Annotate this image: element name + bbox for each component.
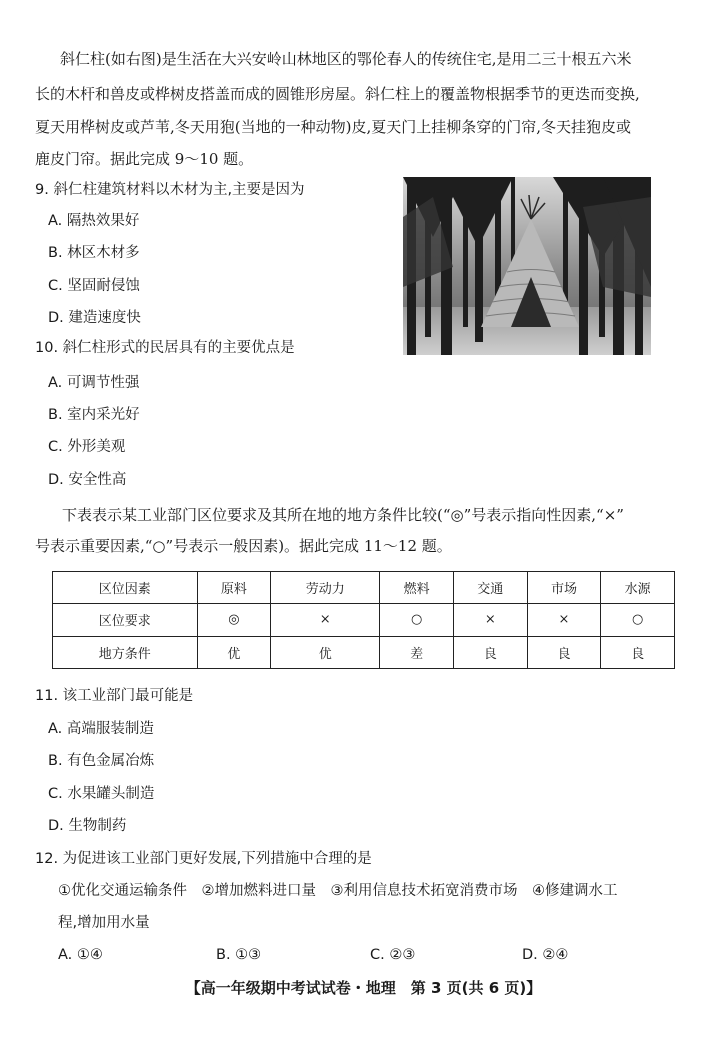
table-cell: 区位因素 (53, 572, 198, 604)
q12-option-a: A. ①④ (58, 947, 103, 963)
table-cell: × (453, 604, 527, 636)
q11-stem: 11. 该工业部门最可能是 (35, 688, 194, 704)
q11-option-d: D. 生物制药 (48, 818, 127, 834)
passage1-line-2: 长的木杆和兽皮或桦树皮搭盖而成的圆锥形房屋。斜仁柱上的覆盖物根据季节的更迭而变换, (35, 85, 640, 103)
table-cell: 交通 (453, 572, 527, 604)
q10-option-b: B. 室内采光好 (48, 407, 140, 423)
table-cell: ◎ (197, 604, 271, 636)
table-cell: 原料 (197, 572, 271, 604)
location-factors-table (52, 571, 675, 669)
page-footer: 【高一年级期中考试试卷・地理 第 3 页(共 6 页)】 (185, 979, 542, 997)
q10-option-c: C. 外形美观 (48, 439, 126, 455)
q12-stem: 12. 为促进该工业部门更好发展,下列措施中合理的是 (35, 851, 372, 867)
q10-option-d: D. 安全性高 (48, 472, 127, 488)
q12-option-d: D. ②④ (522, 947, 569, 963)
table-cell: 良 (601, 636, 675, 668)
table-row (53, 636, 675, 668)
table-cell: 区位要求 (53, 604, 198, 636)
table-cell: × (271, 604, 380, 636)
q11-option-c: C. 水果罐头制造 (48, 786, 155, 802)
q10-stem: 10. 斜仁柱形式的民居具有的主要优点是 (35, 340, 295, 356)
table-row (53, 604, 675, 636)
passage1-line-1: 斜仁柱(如右图)是生活在大兴安岭山林地区的鄂伦春人的传统住宅,是用二三十根五六米 (60, 50, 632, 68)
q12-option-b: B. ①③ (216, 947, 262, 963)
table-cell: 优 (271, 636, 380, 668)
q9-option-b: B. 林区木材多 (48, 245, 140, 261)
q9-option-d: D. 建造速度快 (48, 310, 141, 326)
q9-stem: 9. 斜仁柱建筑材料以木材为主,主要是因为 (35, 182, 305, 198)
passage2-line-1: 下表表示某工业部门区位要求及其所在地的地方条件比较(“◎”号表示指向性因素,“×” (62, 506, 624, 524)
table-cell: 燃料 (380, 572, 454, 604)
passage1-line-4: 鹿皮门帘。据此完成 9～10 题。 (35, 150, 254, 168)
table-cell: 良 (453, 636, 527, 668)
passage2-line-2: 号表示重要因素,“○”号表示一般因素)。据此完成 11～12 题。 (35, 537, 452, 555)
table-cell: 良 (527, 636, 601, 668)
table-cell: 劳动力 (271, 572, 380, 604)
table-cell: ○ (601, 604, 675, 636)
q12-statements-line-1: ①优化交通运输条件 ②增加燃料进口量 ③利用信息技术拓宽消费市场 ④修建调水工 (58, 883, 618, 899)
xierenzhu-photo (403, 177, 651, 355)
table-cell: × (527, 604, 601, 636)
q12-statements-line-2: 程,增加用水量 (58, 915, 150, 931)
table-cell: 水源 (601, 572, 675, 604)
q9-option-a: A. 隔热效果好 (48, 213, 140, 229)
q12-option-c: C. ②③ (370, 947, 416, 963)
passage1-line-3: 夏天用桦树皮或芦苇,冬天用狍(当地的一种动物)皮,夏天门上挂柳条穿的门帘,冬天挂狍皮或 (35, 118, 632, 136)
q10-option-a: A. 可调节性强 (48, 375, 140, 391)
q9-option-c: C. 坚固耐侵蚀 (48, 278, 140, 294)
table-cell: 地方条件 (53, 636, 198, 668)
q11-option-b: B. 有色金属冶炼 (48, 753, 155, 769)
table-cell: 市场 (527, 572, 601, 604)
q11-option-a: A. 高端服装制造 (48, 721, 154, 737)
table-cell: 优 (197, 636, 271, 668)
table-row (53, 572, 675, 604)
table-cell: 差 (380, 636, 454, 668)
table-cell: ○ (380, 604, 454, 636)
